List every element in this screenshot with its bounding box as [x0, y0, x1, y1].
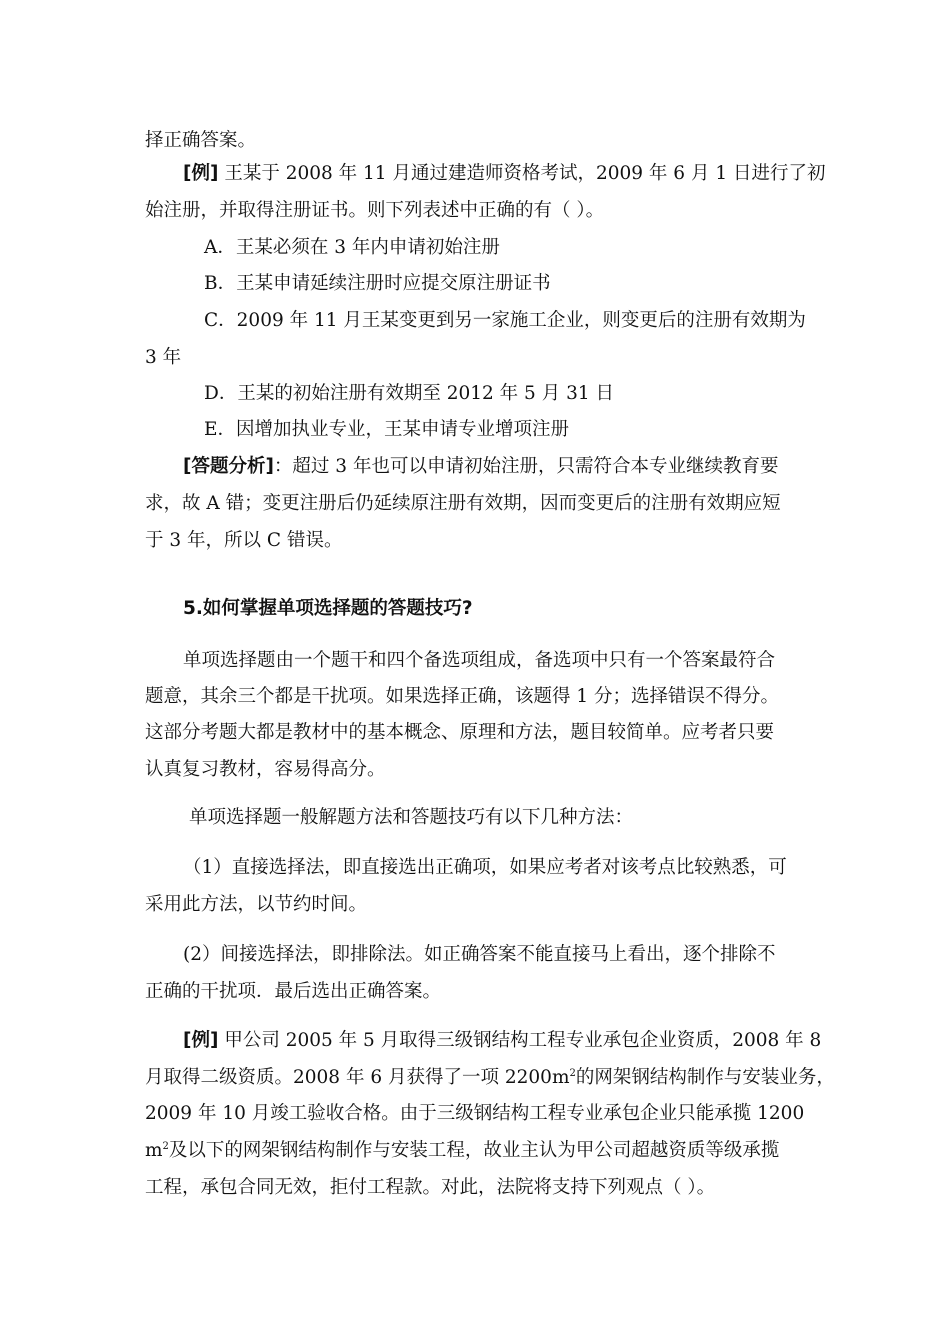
text-line: 于 3 年，所以 C 错误。 [145, 530, 343, 551]
text-line: 3 年 [145, 347, 182, 368]
method-line: 正确的干扰项．最后选出正确答案。 [145, 981, 442, 1002]
superscript: 2 [162, 1140, 169, 1152]
example-tag: [例] [183, 163, 219, 184]
example-line [183, 1029, 821, 1053]
text-line [145, 1066, 835, 1090]
superscript: 2 [569, 1067, 576, 1079]
method-line: (2）间接选择法，即排除法。如正确答案不能直接马上看出，逐个排除不 [183, 944, 776, 965]
text-part: 月取得二级资质。2008 年 6 月获得了一项 2200m [145, 1067, 570, 1088]
option-a: A．王某必须在 3 年内申请初始注册 [204, 237, 500, 258]
analysis-line [183, 455, 778, 479]
example-text: 王某于 2008 年 11 月通过建造师资格考试，2009 年 6 月 1 日进行了初 [224, 163, 826, 184]
option-e: E．因增加执业专业，王某申请专业增项注册 [204, 419, 570, 440]
analysis-tag: [答题分析] [183, 456, 274, 477]
paragraph-line: 认真复习教材，容易得高分。 [145, 759, 386, 780]
text-part: 及以下的网架钢结构制作与安装工程，故业主认为甲公司超越资质等级承揽 [168, 1140, 780, 1161]
text-line: 始注册，并取得注册证书。则下列表述中正确的有（ ）。 [145, 200, 605, 221]
text-line: 择正确答案。 [145, 130, 257, 151]
text-line: 2009 年 10 月竣工验收合格。由于三级钢结构工程专业承包企业只能承揽 1200 [145, 1103, 805, 1124]
example-text: 甲公司 2005 年 5 月取得三级钢结构工程专业承包企业资质，2008 年 8 [224, 1030, 822, 1051]
method-line: 采用此方法，以节约时间。 [145, 894, 368, 915]
option-d: D．王某的初始注册有效期至 2012 年 5 月 31 日 [204, 383, 615, 404]
paragraph-line: 题意，其余三个都是干扰项。如果选择正确，该题得 1 分；选择错误不得分。 [145, 686, 780, 707]
analysis-text: ：超过 3 年也可以申请初始注册，只需符合本专业继续教育要 [273, 456, 779, 477]
text-line [145, 1139, 779, 1163]
paragraph-line: 单项选择题一般解题方法和答题技巧有以下几种方法： [189, 807, 634, 828]
example-tag: [例] [183, 1030, 219, 1051]
option-b: B．王某申请延续注册时应提交原注册证书 [204, 273, 551, 294]
example-line [183, 162, 825, 186]
paragraph-line: 单项选择题由一个题干和四个备选项组成，备选项中只有一个答案最符合 [183, 650, 776, 671]
option-c: C．2009 年 11 月王某变更到另一家施工企业，则变更后的注册有效期为 [204, 310, 806, 331]
paragraph-line: 这部分考题大都是教材中的基本概念、原理和方法，题目较简单。应考者只要 [145, 722, 775, 743]
method-line: （1）直接选择法，即直接选出正确项，如果应考者对该考点比较熟悉，可 [183, 857, 787, 878]
text-line: 工程，承包合同无效，拒付工程款。对此，法院将支持下列观点（ ）。 [145, 1177, 716, 1198]
section-heading: 5.如何掌握单项选择题的答题技巧? [183, 598, 473, 619]
text-line: 求，故 A 错；变更注册后仍延续原注册有效期，因而变更后的注册有效期应短 [145, 493, 781, 514]
text-part: m [145, 1140, 163, 1161]
text-part: 的网架钢结构制作与安装业务， [575, 1067, 835, 1088]
